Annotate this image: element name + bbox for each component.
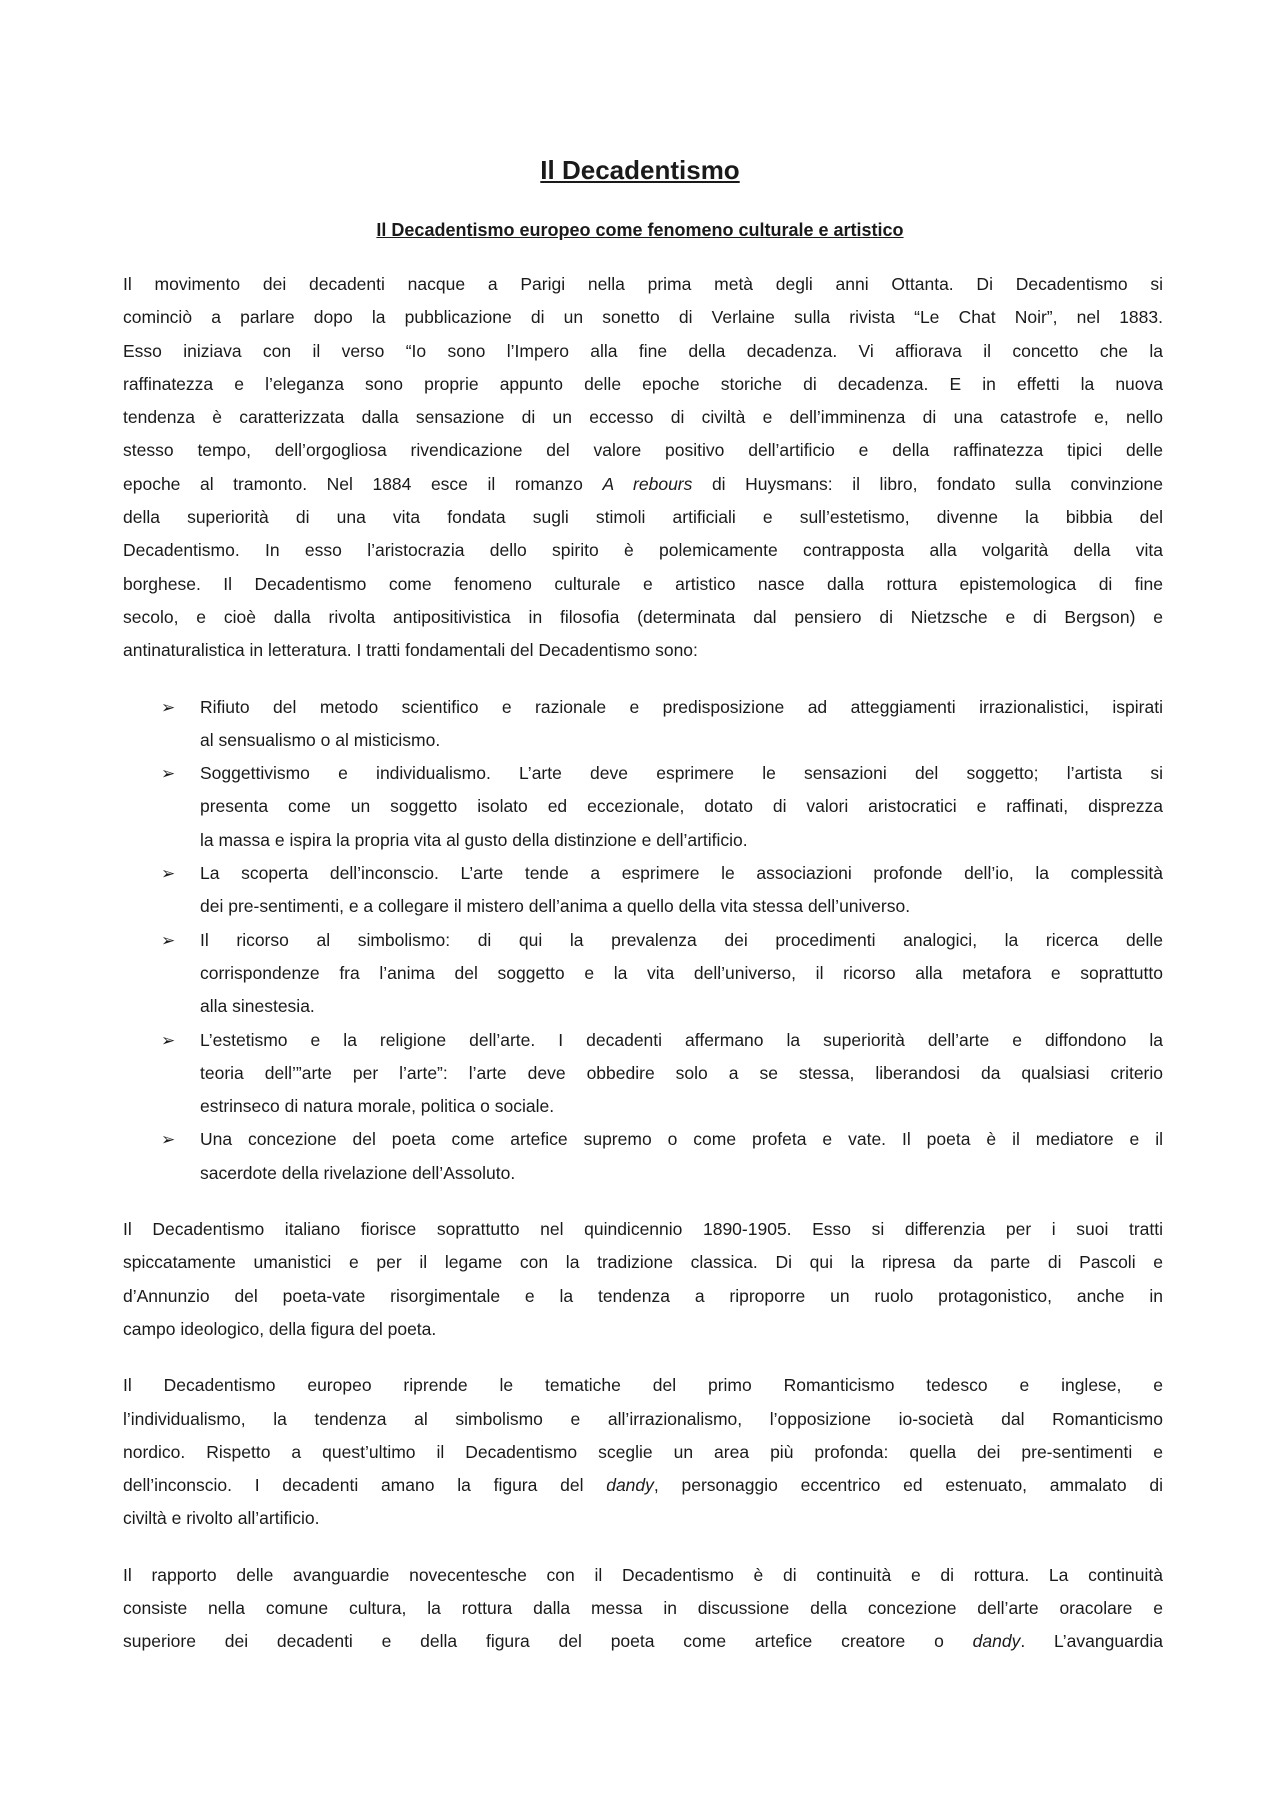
paragraph xyxy=(123,1213,1163,1346)
italic-text: A rebours xyxy=(602,473,693,494)
paragraph xyxy=(123,268,1163,668)
arrow-bullet-icon: ➢ xyxy=(161,764,176,784)
text-line: raffinatezza e l’eleganza sono proprie appunto delle epoche storiche di decadenza. E in effetti la nuova xyxy=(123,373,1163,394)
text-line xyxy=(123,1469,1163,1502)
text-line: La scoperta dell’inconscio. L’arte tende a esprimere le associazioni profonde dell’io, la complessità xyxy=(200,863,1163,884)
text-line: Una concezione del poeta come artefice supremo o come profeta e vate. Il poeta è il mediatore e il xyxy=(200,1129,1163,1150)
text-line: Il ricorso al simbolismo: di qui la prevalenza dei procedimenti analogici, la ricerca delle xyxy=(200,929,1163,950)
text-line xyxy=(123,1625,1163,1658)
document-body xyxy=(123,268,1163,1682)
list-item xyxy=(123,1024,1163,1124)
text-line: nordico. Rispetto a quest’ultimo il Decadentismo sceglie un area più profonda: quella dei pre-sentimenti e xyxy=(123,1441,1163,1462)
text-line: Il Decadentismo italiano fiorisce soprattutto nel quindicennio 1890-1905. Esso si differenzia per i suoi tratti xyxy=(123,1219,1163,1240)
text-line: Esso iniziava con il verso “Io sono l’Impero alla fine della decadenza. Vi affiorava il concetto che la xyxy=(123,340,1163,361)
text-line: al sensualismo o al misticismo. xyxy=(200,729,441,750)
text-line: Il rapporto delle avanguardie novecentesche con il Decadentismo è di continuità e di rottura. La continuità xyxy=(123,1564,1163,1585)
list-item xyxy=(123,857,1163,924)
text-span: di Huysmans: il libro, fondato sulla convinzione xyxy=(692,473,1163,494)
text-line: estrinseco di natura morale, politica o sociale. xyxy=(200,1096,555,1117)
text-line xyxy=(123,468,1163,501)
list-item xyxy=(123,1123,1163,1190)
text-line: sacerdote della rivelazione dell’Assoluto. xyxy=(200,1162,516,1183)
text-line: cominciò a parlare dopo la pubblicazione di un sonetto di Verlaine sulla rivista “Le Chat Noir”, nel 1883. xyxy=(123,307,1163,328)
text-line: Il Decadentismo europeo riprende le tematiche del primo Romanticismo tedesco e inglese, e xyxy=(123,1375,1163,1396)
text-line: Rifiuto del metodo scientifico e razionale e predisposizione ad atteggiamenti irrazionalistici, ispirati xyxy=(200,696,1163,717)
list-item xyxy=(123,691,1163,758)
text-span: dell’inconscio. I decadenti amano la figura del xyxy=(123,1475,607,1496)
text-line: civiltà e rivolto all’artificio. xyxy=(123,1508,320,1529)
arrow-bullet-icon: ➢ xyxy=(161,930,176,950)
paragraph xyxy=(123,1369,1163,1535)
section-heading: Il Decadentismo europeo come fenomeno culturale e artistico xyxy=(376,220,904,240)
paragraph xyxy=(123,1559,1163,1659)
text-line: spiccatamente umanistici e per il legame con la tradizione classica. Di qui la ripresa da parte di Pascoli e xyxy=(123,1252,1163,1273)
text-line: d’Annunzio del poeta-vate risorgimentale e la tendenza a riproporre un ruolo protagonistico, anche in xyxy=(123,1285,1163,1306)
arrow-bullet-icon: ➢ xyxy=(161,697,176,717)
italic-text: dandy xyxy=(606,1475,654,1496)
text-span: . L’avanguardia xyxy=(1020,1631,1163,1652)
arrow-bullet-icon: ➢ xyxy=(161,864,176,884)
text-line: consiste nella comune cultura, la rottura dalla messa in discussione della concezione dell’arte oracolare e xyxy=(123,1597,1163,1618)
bullet-list xyxy=(123,691,1163,1190)
text-line: Il movimento dei decadenti nacque a Parigi nella prima metà degli anni Ottanta. Di Decadentismo si xyxy=(123,274,1163,294)
text-line: campo ideologico, della figura del poeta. xyxy=(123,1318,437,1339)
text-line: L’estetismo e la religione dell’arte. I decadenti affermano la superiorità dell’arte e diffondono la xyxy=(200,1029,1163,1050)
text-line: corrispondenze fra l’anima del soggetto e la vita dell’universo, il ricorso alla metafora e soprattutto xyxy=(200,962,1163,983)
text-span: , personaggio eccentrico ed estenuato, ammalato di xyxy=(653,1475,1164,1496)
text-line: secolo, e cioè dalla rivolta antipositivistica in filosofia (determinata dal pensiero di Nietzsche e di Bergson) e xyxy=(123,606,1163,627)
text-line: l’individualismo, la tendenza al simbolismo e all’irrazionalismo, l’opposizione io-società dal Romanticismo xyxy=(123,1408,1163,1429)
text-line: Decadentismo. In esso l’aristocrazia dello spirito è polemicamente contrapposta alla volgarità della vita xyxy=(123,540,1163,561)
text-line: borghese. Il Decadentismo come fenomeno culturale e artistico nasce dalla rottura epistemologica di fine xyxy=(123,573,1163,594)
text-line: la massa e ispira la propria vita al gusto della distinzione e dell’artificio. xyxy=(200,829,748,850)
text-line: Soggettivismo e individualismo. L’arte deve esprimere le sensazioni del soggetto; l’artista si xyxy=(200,763,1163,784)
arrow-bullet-icon: ➢ xyxy=(161,1130,176,1150)
text-line: presenta come un soggetto isolato ed eccezionale, dotato di valori aristocratici e raffinati, disprezza xyxy=(200,796,1163,817)
text-line: della superiorità di una vita fondata sugli stimoli artificiali e sull’estetismo, divenne la bibbia del xyxy=(123,507,1163,528)
italic-text: dandy xyxy=(972,1631,1021,1652)
text-line: stesso tempo, dell’orgogliosa rivendicazione del valore positivo dell’artificio e della raffinatezza tipici delle xyxy=(123,440,1163,461)
arrow-bullet-icon: ➢ xyxy=(161,1030,176,1050)
text-line: teoria dell’”arte per l’arte”: l’arte deve obbedire solo a se stessa, liberandosi da qualsiasi criterio xyxy=(200,1062,1163,1083)
text-line: dei pre-sentimenti, e a collegare il mistero dell’anima a quello della vita stessa dell’universo. xyxy=(200,896,911,917)
text-line: tendenza è caratterizzata dalla sensazione di un eccesso di civiltà e dell’imminenza di una catastrofe e, nello xyxy=(123,407,1163,428)
text-line: alla sinestesia. xyxy=(200,996,315,1017)
list-item xyxy=(123,924,1163,1024)
text-line: antinaturalistica in letteratura. I tratti fondamentali del Decadentismo sono: xyxy=(123,640,698,661)
document-title: Il Decadentismo xyxy=(540,155,740,185)
list-item xyxy=(123,757,1163,857)
text-span: superiore dei decadenti e della figura del poeta come artefice creatore o xyxy=(123,1631,973,1652)
text-span: epoche al tramonto. Nel 1884 esce il romanzo xyxy=(123,473,603,494)
